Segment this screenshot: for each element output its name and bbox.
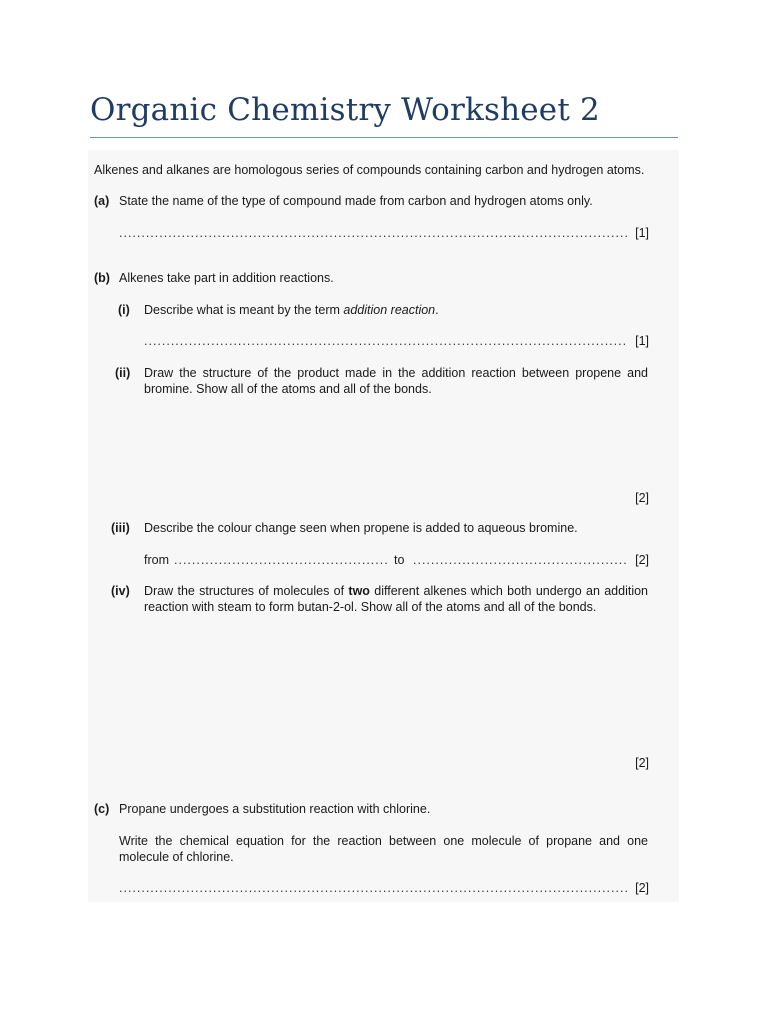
part-b-i-marks: [1]	[635, 334, 649, 348]
part-a-question: State the name of the type of compound made from carbon and hydrogen atoms only.	[119, 194, 593, 208]
part-b-i-question: Describe what is meant by the term addition reaction.	[144, 303, 439, 317]
part-c-label: (c)	[94, 802, 110, 816]
part-b-iv-question: Draw the structures of molecules of two different alkenes which both undergo an addition reaction with steam to form butan-2-ol. Show all of the atoms and all of the bonds.	[144, 584, 649, 614]
part-c-stem: Propane undergoes a substitution reaction with chlorine.	[119, 802, 431, 816]
part-b-iii-marks: [2]	[635, 553, 649, 567]
addition-reaction-term: addition reaction	[343, 303, 436, 317]
part-b-ii-drawing-space[interactable]	[144, 405, 627, 485]
part-b-iv-marks: [2]	[635, 756, 649, 770]
part-b-iii-label: (iii)	[111, 521, 130, 535]
part-b-label: (b)	[94, 271, 110, 285]
part-b-iii-to-label: to	[394, 553, 405, 567]
part-b-iii-to-line[interactable]	[413, 552, 627, 568]
part-c-question: Write the chemical equation for the reaction between one molecule of propane and one molecule of chlorine.	[119, 834, 648, 864]
part-b-i-label: (i)	[118, 303, 130, 317]
two-emphasis: two	[348, 584, 370, 598]
part-b-i-answer-line[interactable]	[144, 333, 627, 349]
intro-text: Alkenes and alkanes are homologous series of compounds containing carbon and hydrogen atoms.	[94, 163, 645, 177]
part-b-ii-question: Draw the structure of the product made in the addition reaction between propene and bromine. Show all of the atoms and all of the bonds.	[144, 366, 648, 396]
part-b-stem: Alkenes take part in addition reactions.	[119, 271, 334, 285]
part-a-label: (a)	[94, 194, 110, 208]
part-b-iii-from-line[interactable]	[174, 552, 388, 568]
part-b-iii-from-label: from	[144, 553, 169, 567]
part-c-marks: [2]	[635, 881, 649, 895]
part-c-answer-line[interactable]	[119, 880, 627, 896]
part-b-iv-label: (iv)	[111, 584, 130, 598]
part-a-answer-line[interactable]	[119, 225, 627, 241]
part-a-marks: [1]	[635, 226, 649, 240]
part-b-iv-drawing-space[interactable]	[144, 625, 627, 750]
page-title: Organic Chemistry Worksheet 2	[90, 92, 600, 128]
part-b-ii-label: (ii)	[115, 366, 131, 380]
part-b-ii-marks: [2]	[635, 491, 649, 505]
part-b-iii-question: Describe the colour change seen when propene is added to aqueous bromine.	[144, 521, 578, 535]
worksheet-scan	[88, 150, 679, 902]
title-underline	[90, 137, 678, 138]
